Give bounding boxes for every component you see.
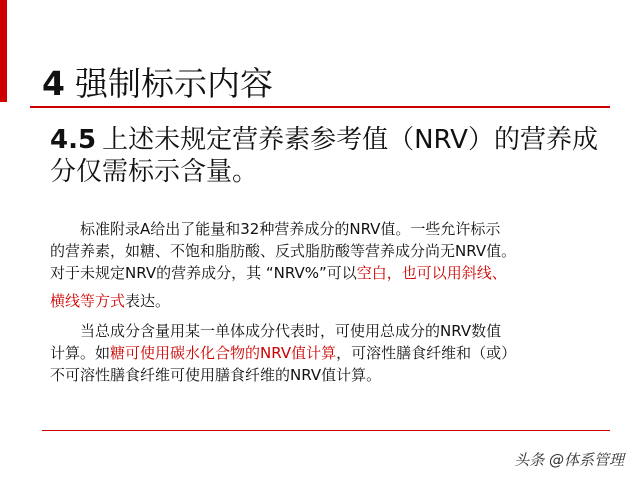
paragraph2-line1: [50, 320, 610, 342]
paragraph1-line4-highlight: 横线等方式: [50, 292, 126, 310]
paragraph2-line1-text: 当总成分含量用某一单体成分代表时，可使用总成分的NRV数值: [80, 322, 502, 340]
watermark: 头条 @体系管理: [514, 451, 624, 469]
paragraph1-line3: [50, 262, 610, 284]
section-text: 上述未规定营养素参考值（NRV）的营养成分仅需标示含量。: [50, 125, 598, 187]
title-divider: [30, 106, 610, 108]
footer-divider: [42, 430, 610, 431]
left-accent-bar: [0, 0, 7, 102]
paragraph1-line1-text: 标准附录A给出了能量和32种营养成分的NRV值。一些允许标示: [80, 220, 501, 238]
paragraph1-line4-text: 表达。: [125, 292, 171, 310]
paragraph2-line2-text-a: 计算。如: [50, 344, 111, 362]
title-text: 强制标示内容: [74, 64, 273, 103]
paragraph2-line2-highlight: 糖可使用碳水化合物的NRV值计算: [110, 344, 337, 362]
paragraph1-line2: 的营养素，如糖、不饱和脂肪酸、反式脂肪酸等营养成分尚无NRV值。: [50, 242, 517, 260]
paragraph1-line3-text: 对于未规定NRV的营养成分，其 “NRV%”可以: [50, 264, 357, 282]
section-number: 4.5: [50, 125, 97, 155]
paragraph1-line3-highlight: 空白，也可以用斜线、: [356, 264, 507, 282]
page-title: [42, 64, 273, 104]
paragraph-nrv-notes: [50, 218, 610, 312]
paragraph2-line2: [50, 342, 610, 364]
title-number: 4: [42, 64, 65, 103]
section-heading: [50, 124, 610, 188]
paragraph1-line1: [50, 218, 610, 240]
paragraph2-line3: 不可溶性膳食纤维可使用膳食纤维的NRV值计算。: [50, 366, 382, 384]
paragraph-calculation: [50, 320, 610, 386]
paragraph1-line4: [50, 290, 610, 312]
paragraph2-line2-text-b: ，可溶性膳食纤维和（或）: [336, 344, 517, 362]
